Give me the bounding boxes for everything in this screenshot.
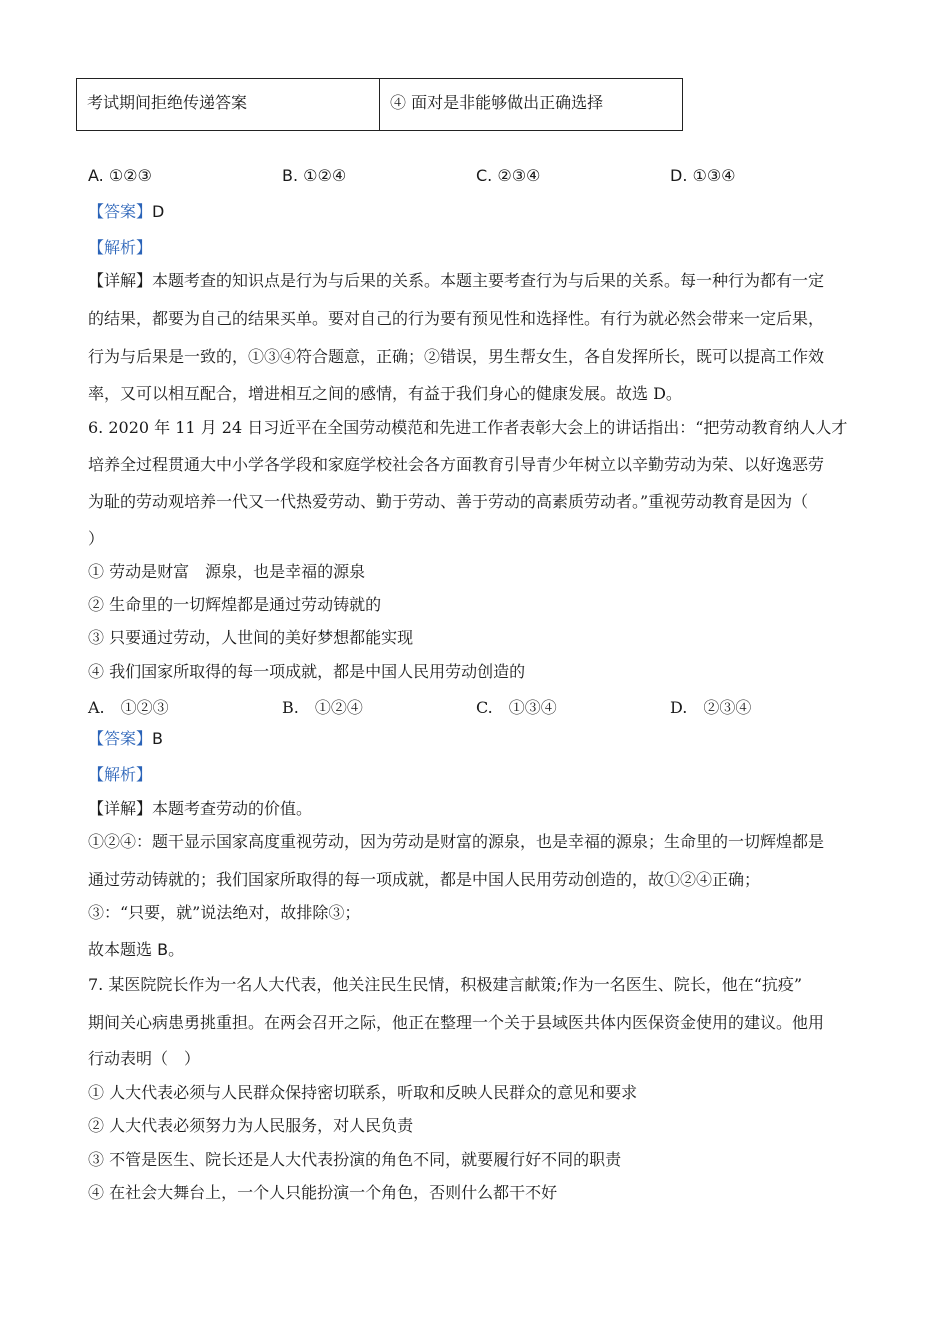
answer-tag: 【答案】 [88,729,153,748]
detail-tag: 【详解】 [88,271,153,290]
table-row [77,79,683,131]
q6-item-4: ④ 我们国家所取得的每一项成就，都是中国人民用劳动创造的 [88,662,526,681]
q7-item-1: ① 人大代表必须与人民群众保持密切联系，听取和反映人民群众的意见和要求 [88,1083,638,1102]
q5-detail-line-2: 的结果，都要为自己的结果买单。要对自己的行为要有预见性和选择性。有行为就必然会带来一定后果， [88,309,825,328]
detail-text: 本题考查劳动的价值。 [152,799,313,818]
q5-option-d: D. ①③④ [670,166,736,185]
answer-value: B [152,729,163,748]
table-cell-right: ④ 面对是非能够做出正确选择 [380,79,683,131]
q5-detail-line-4: 率，又可以相互配合，增进相互之间的感情，有益于我们身心的健康发展。故选 D。 [88,384,682,403]
q6-detail-line-5: 故本题选 B。 [88,940,185,959]
q7-item-4: ④ 在社会大舞台上，一个人只能扮演一个角色，否则什么都干不好 [88,1183,558,1202]
q6-item-2: ② 生命里的一切辉煌都是通过劳动铸就的 [88,595,382,614]
q6-stem-line-2: 培养全过程贯通大中小学各学段和家庭学校社会各方面教育引导青少年树立以辛勤劳动为荣、以好逸恶劳 [88,455,825,474]
q6-option-b: B. ①②④ [282,698,363,717]
q7-stem-line-3: 行动表明（ ） [88,1049,201,1068]
q6-option-c: C. ①③④ [476,698,557,717]
answer-tag: 【答案】 [88,202,153,221]
q7-stem-line-2: 期间关心病患勇挑重担。在两会召开之际，他正在整理一个关于县域医共体内医保资金使用的建议。他用 [88,1013,825,1032]
q5-option-b: B. ①②④ [282,166,347,185]
q6-detail-line-3: 通过劳动铸就的；我们国家所取得的每一项成就，都是中国人民用劳动创造的，故①②④正确； [88,870,761,889]
q6-detail-line-4: ③：“只要，就”说法绝对，故排除③； [88,903,361,922]
q6-stem-line-4: ） [88,529,105,548]
q6-detail-line-1 [88,799,312,819]
q5-analysis-tag: 【解析】 [88,238,153,257]
table-cell-left: 考试期间拒绝传递答案 [77,79,380,131]
q6-detail-line-2: ①②④：题干显示国家高度重视劳动，因为劳动是财富的源泉，也是幸福的源泉；生命里的一切辉煌都是 [88,832,825,851]
q5-detail-line-1 [88,271,824,291]
q6-stem-line-3: 为耻的劳动观培养一代又一代热爱劳动、勤于劳动、善于劳动的高素质劳动者。”重视劳动教育是因为（ [88,492,809,511]
q6-option-d: D. ②③④ [670,698,752,717]
q6-answer [88,729,163,749]
q6-stem-line-1: 6. 2020 年 11 月 24 日习近平在全国劳动模范和先进工作者表彰大会上的讲话指出：“把劳动教育纳人人才 [88,418,848,437]
q5-detail-line-3: 行为与后果是一致的，①③④符合题意，正确；②错误，男生帮女生，各自发挥所长，既可以提高工作效 [88,347,825,366]
q5-option-c: C. ②③④ [476,166,541,185]
q6-item-1: ① 劳动是财富 源泉，也是幸福的源泉 [88,562,366,581]
q6-item-3: ③ 只要通过劳动，人世间的美好梦想都能实现 [88,628,414,647]
detail-text: 本题考查的知识点是行为与后果的关系。本题主要考查行为与后果的关系。每一种行为都有一定 [152,271,825,290]
q7-stem-line-1: 7. 某医院院长作为一名人大代表，他关注民生民情，积极建言献策;作为一名医生、院长，他在“抗疫” [88,975,803,994]
answer-value: D [152,202,165,221]
q7-item-2: ② 人大代表必须努力为人民服务，对人民负责 [88,1116,414,1135]
q6-option-a: A. ①②③ [88,698,169,717]
q5-answer [88,202,164,222]
previous-question-table [76,78,683,131]
q6-analysis-tag: 【解析】 [88,765,153,784]
q5-options [88,166,868,186]
q6-options [88,695,868,715]
q5-option-a: A. ①②③ [88,166,152,185]
detail-tag: 【详解】 [88,799,153,818]
q7-item-3: ③ 不管是医生、院长还是人大代表扮演的角色不同，就要履行好不同的职责 [88,1150,622,1169]
